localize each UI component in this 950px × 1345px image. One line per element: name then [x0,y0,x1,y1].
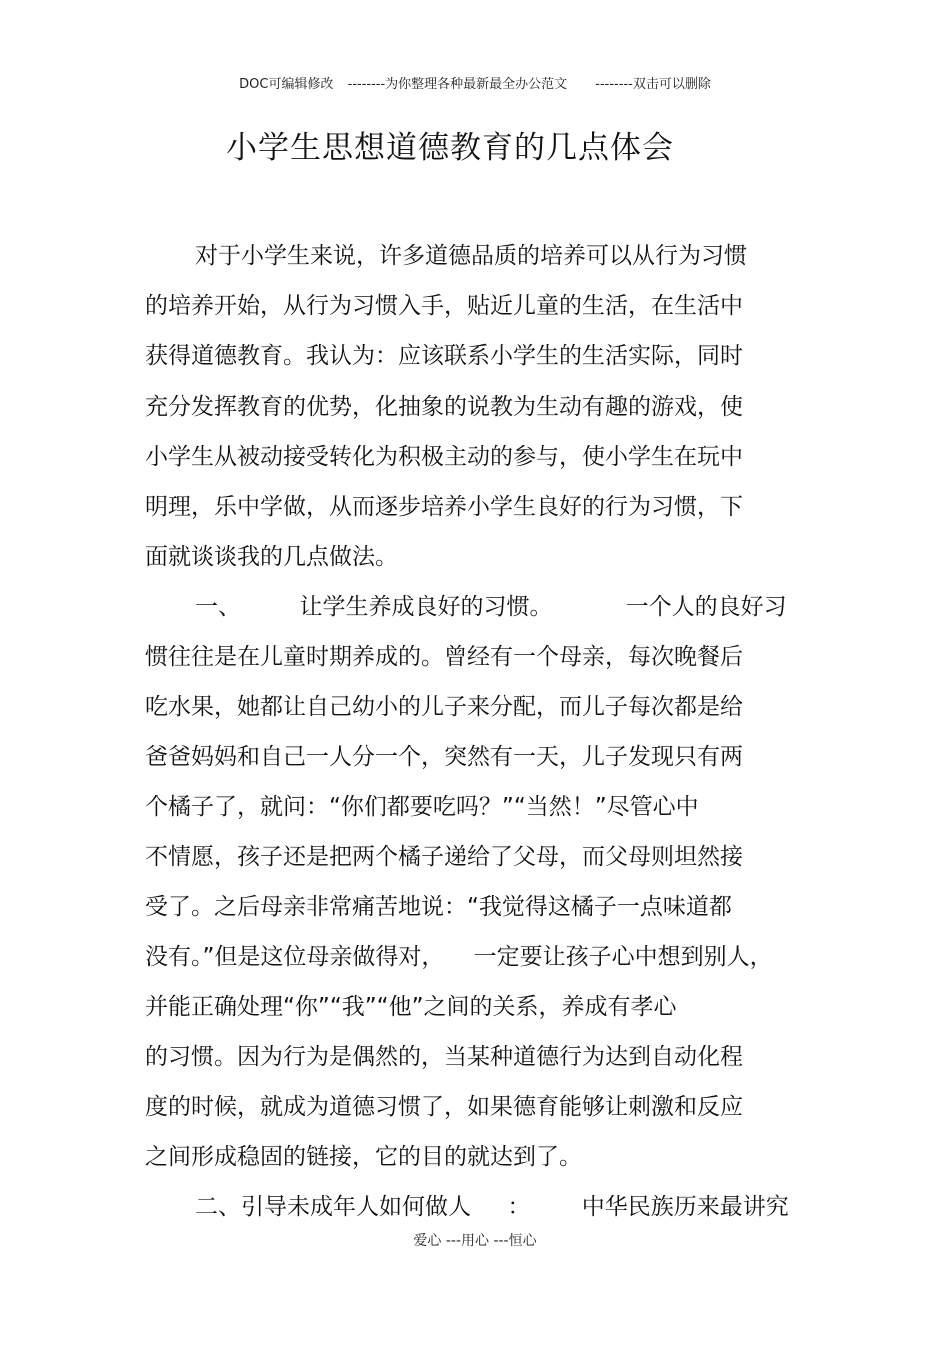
header-middle: --------为你整理各种最新最全办公范文 [347,77,568,92]
body-line: 小学生从被动接受转化为积极主动的参与，使小学生在玩中 [145,444,743,470]
header-right: --------双击可以删除 [595,77,711,92]
body-line: 充分发挥教育的优势，化抽象的说教为生动有趣的游戏，使 [145,394,743,420]
body-line: 受了。之后母亲非常痛苦地说：“我觉得这橘子一点味道都 [145,894,732,920]
body-line: 获得道德教育。我认为：应该联系小学生的生活实际，同时 [145,343,743,369]
header-left: DOC可编辑修改 [239,77,334,92]
body-line: 之间形成稳固的链接，它的目的就达到了。 [145,1144,582,1170]
page-header [0,73,950,92]
body-line: 惯往往是在儿童时期养成的。曾经有一个母亲，每次晚餐后 [145,644,743,670]
section-heading: 一、 让学生养成良好的习惯。 一个人的良好习 [195,594,787,620]
body-line: 吃水果，她都让自己幼小的儿子来分配，而儿子每次都是给 [145,694,743,720]
body-line: 的习惯。因为行为是偶然的，当某种道德行为达到自动化程 [145,1044,743,1070]
body-line: 明理，乐中学做，从而逐步培养小学生良好的行为习惯，下 [145,494,743,520]
body-line: 爸爸妈妈和自己一人分一个，突然有一天，儿子发现只有两 [145,744,743,770]
body-line: 个橘子了，就问：“你们都要吃吗？”“当然！”尽管心中 [145,794,699,820]
page-footer: 爱心 ---用心 ---恒心 [413,1233,537,1249]
body-line: 没有。”但是这位母亲做得对， 一定要让孩子心中想到别人， [145,944,773,970]
document-title: 小学生思想道德教育的几点体会 [226,130,674,166]
body-line: 面就谈谈我的几点做法。 [145,544,398,570]
body-line: 度的时候，就成为道德习惯了，如果德育能够让刺激和反应 [145,1094,743,1120]
body-line: 的培养开始，从行为习惯入手，贴近儿童的生活，在生活中 [145,293,743,319]
section-heading: 二、引导未成年人如何做人 ： 中华民族历来最讲究 [195,1194,789,1220]
body-line: 并能正确处理“你”“我”“他”之间的关系，养成有孝心 [145,994,677,1020]
body-line: 对于小学生来说，许多道德品质的培养可以从行为习惯 [195,243,747,269]
body-line: 不情愿，孩子还是把两个橘子递给了父母，而父母则坦然接 [145,844,743,870]
